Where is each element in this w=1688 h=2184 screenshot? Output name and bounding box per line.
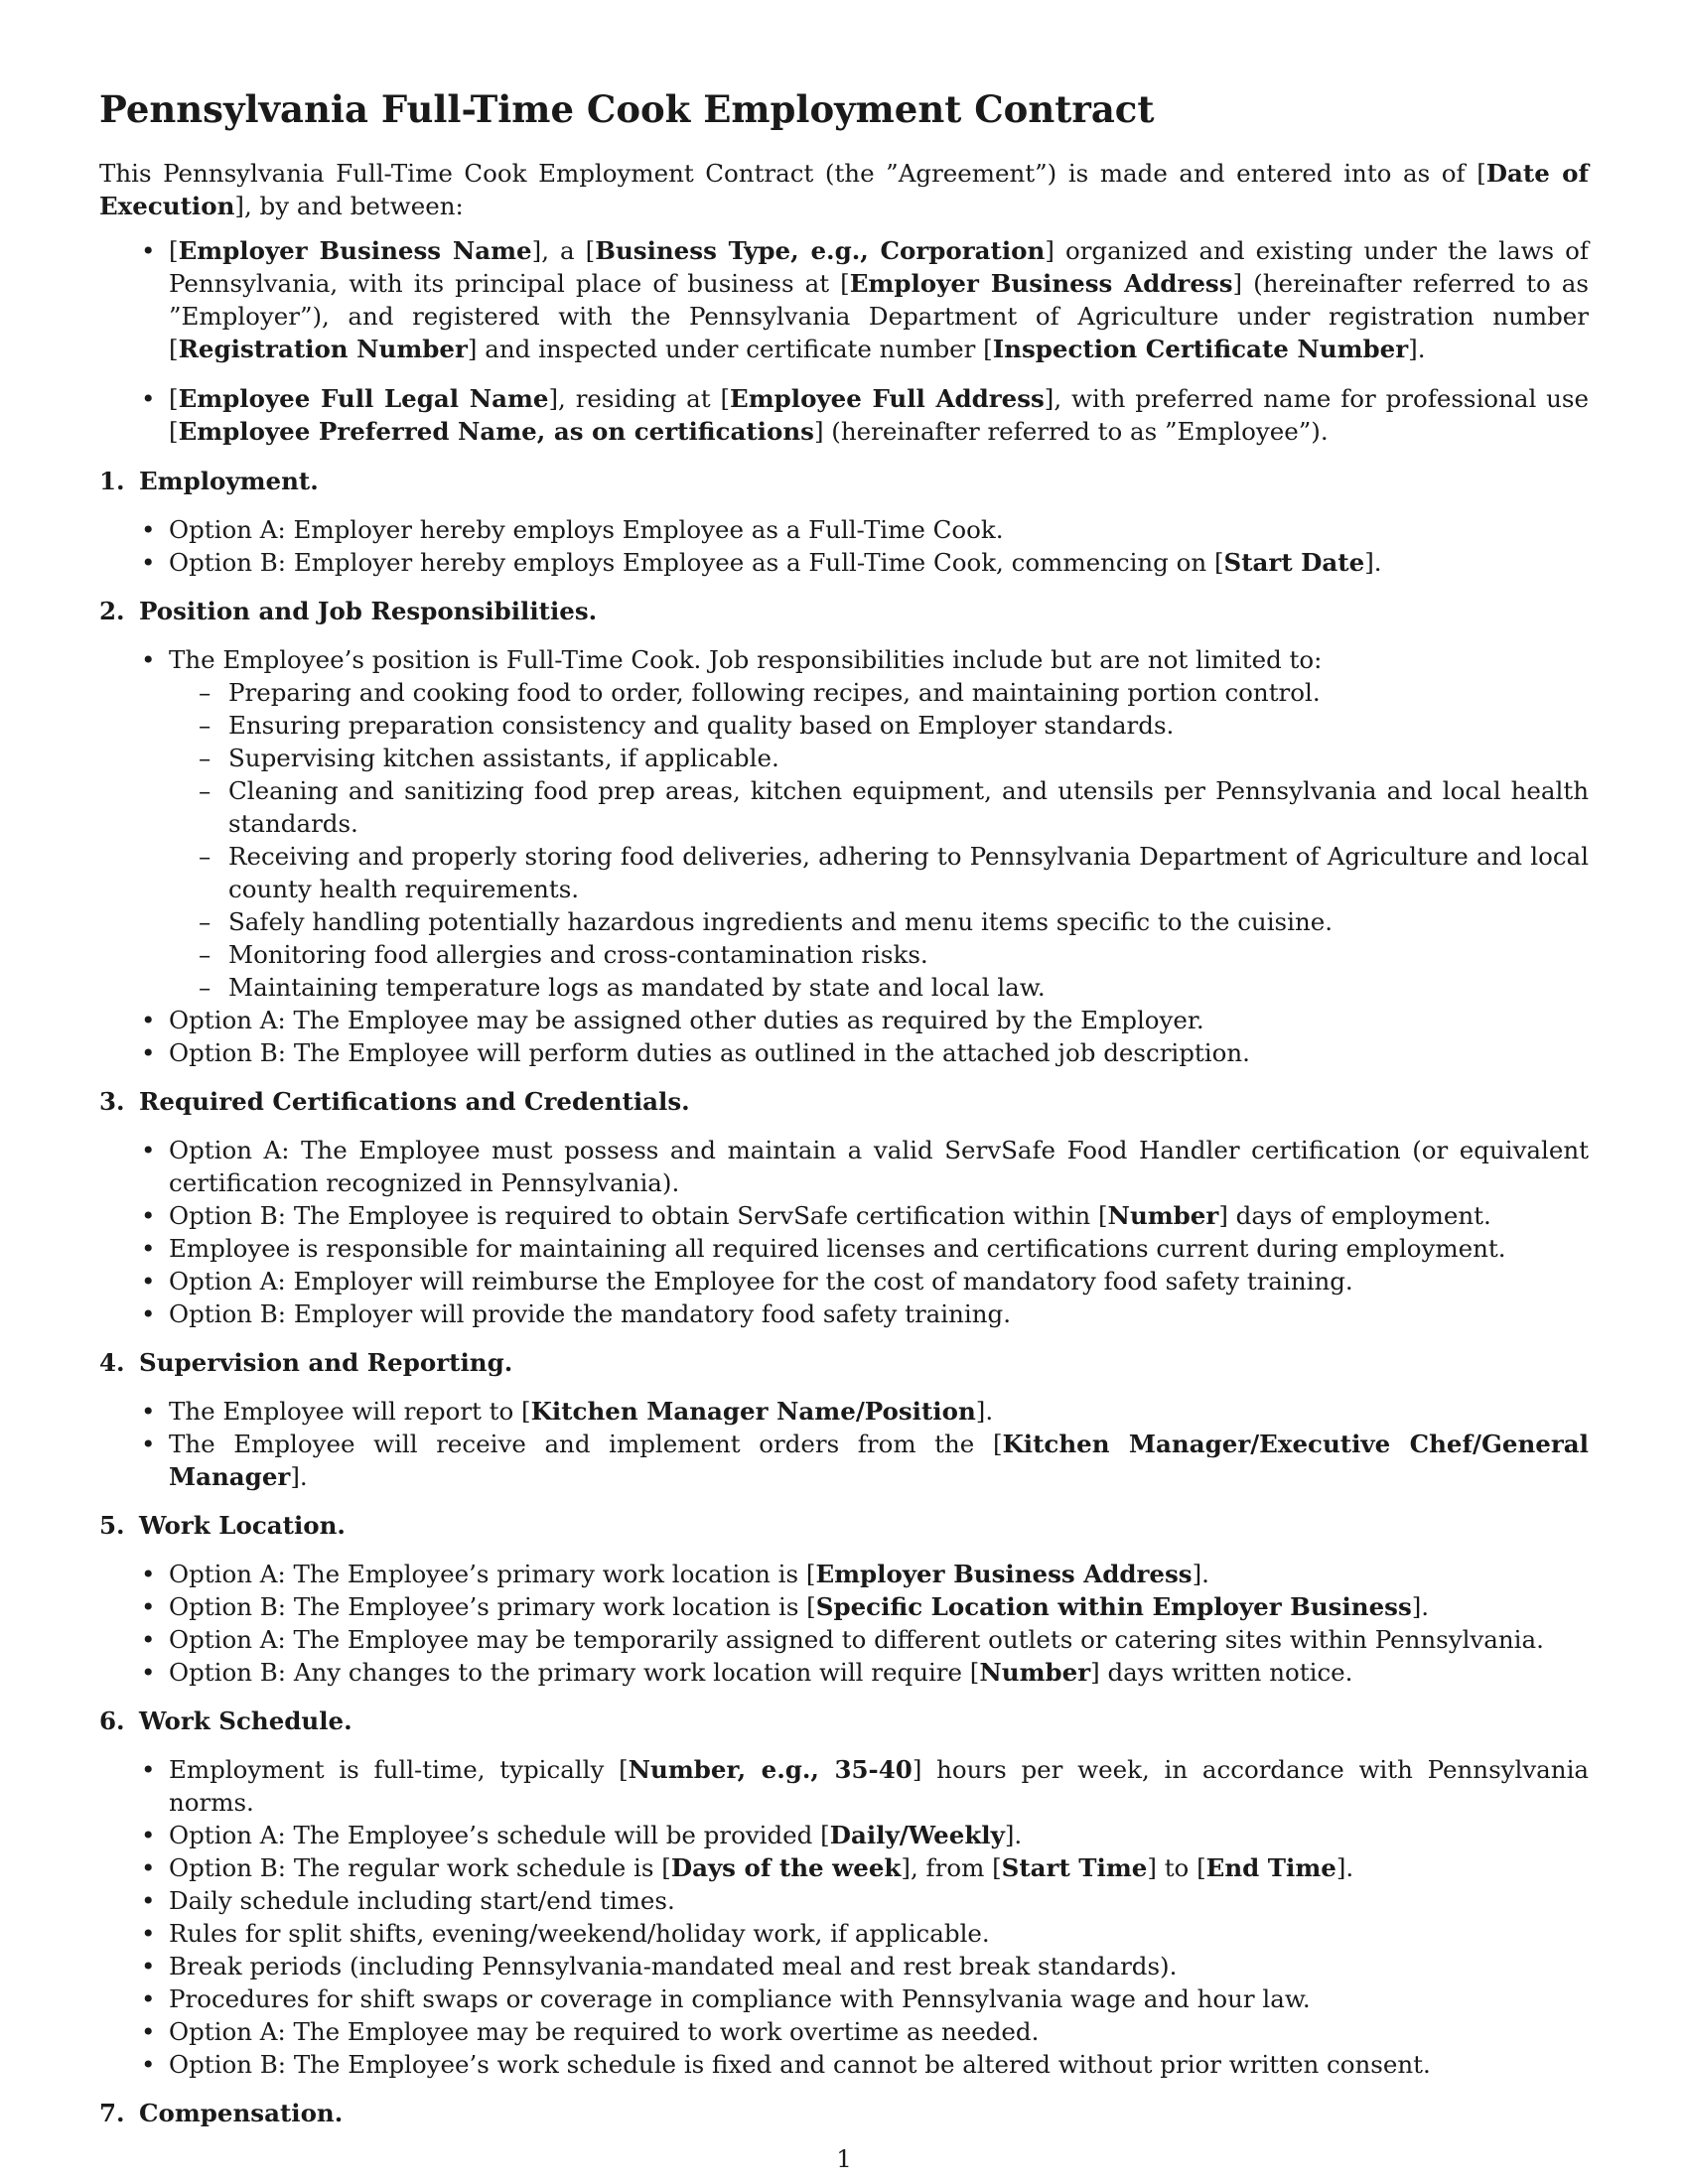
intro-paragraph: This Pennsylvania Full-Time Cook Employment Contract (the ”Agreement”) is made and entered into as of [Date of Execution], by and between: xyxy=(99,159,1589,220)
list-item: • Option B: The Employee’s work schedule is fixed and cannot be altered without prior written consent. xyxy=(99,2048,1589,2081)
placeholder-specific-location: Specific Location within Employer Business xyxy=(815,1592,1412,1621)
list-item: • Option A: The Employee must possess and maintain a valid ServSafe Food Handler certification (or equivalent certification recognized in Pennsylvania). xyxy=(99,1134,1589,1199)
section-heading: 7. Compensation. xyxy=(99,2099,344,2127)
sub-list-item: – Supervising kitchen assistants, if applicable. xyxy=(169,742,1589,774)
section-list xyxy=(99,643,1589,1069)
placeholder-inspection-certificate-number: Inspection Certificate Number xyxy=(992,335,1409,363)
placeholder-days-of-week: Days of the week xyxy=(670,1853,902,1882)
placeholder-employer-business-address: Employer Business Address xyxy=(815,1560,1193,1588)
responsibilities-sublist xyxy=(169,676,1589,1004)
section-list xyxy=(99,1134,1589,1330)
placeholder-registration-number: Registration Number xyxy=(178,335,468,363)
placeholder-hours-per-week: Number, e.g., 35-40 xyxy=(628,1755,913,1784)
list-item: • Option B: Employer hereby employs Employee as a Full-Time Cook, commencing on [Start Date]. xyxy=(99,546,1589,579)
section-list xyxy=(99,1558,1589,1689)
list-item: • Option A: Employer will reimburse the Employee for the cost of mandatory food safety training. xyxy=(99,1265,1589,1297)
placeholder-start-time: Start Time xyxy=(1001,1853,1148,1882)
placeholder-employer-business-name: Employer Business Name xyxy=(178,236,532,265)
list-item: • Option A: The Employee’s schedule will be provided [Daily/Weekly]. xyxy=(99,1819,1589,1851)
sub-list-item: – Preparing and cooking food to order, following recipes, and maintaining portion control. xyxy=(169,676,1589,709)
list-item: • The Employee’s position is Full-Time Cook. Job responsibilities include but are not limited to: – Preparing and cooking food to order, following recipes, and maintaining portion control. – Ensuring preparation consistency and quality based on Employer standards. – Supervising kitchen assistants, if applicable. – Cleaning and sanitizing food prep areas, kitchen equipment, and utensils per Pennsylvania and local health standards. – Receiving and properly storing food deliveries, adhering to Pennsylvania Department of Agriculture and local county health requirements. – Safely handling potentially hazardous ingredients and menu items specific to the cuisine. – Monitoring food allergies and cross-contamination risks. – Maintaining temperature logs as mandated by state and local law. xyxy=(99,643,1589,1004)
list-item: • The Employee will receive and implement orders from the [Kitchen Manager/Executive Chef/General Manager]. xyxy=(99,1428,1589,1493)
section-certifications xyxy=(99,1085,1589,1330)
placeholder-number: Number xyxy=(1107,1201,1219,1230)
list-item: • Option A: The Employee may be assigned other duties as required by the Employer. xyxy=(99,1004,1589,1036)
placeholder-employee-full-legal-name: Employee Full Legal Name xyxy=(178,384,549,413)
party-employer: • [Employer Business Name], a [Business Type, e.g., Corporation] organized and existing under the laws of Pennsylvania, with its principal place of business at [Employer Business Address] (hereinafter referred to as ”Employer”), and registered with the Pennsylvania Department of Agriculture under registration number [Registration Number] and inspected under certificate number [Inspection Certificate Number]. xyxy=(99,234,1589,365)
section-work-location xyxy=(99,1509,1589,1689)
sub-list-item: – Cleaning and sanitizing food prep areas, kitchen equipment, and utensils per Pennsylvania and local health standards. xyxy=(169,774,1589,840)
placeholder-employee-preferred-name: Employee Preferred Name, as on certifications xyxy=(178,417,814,446)
section-heading: 5. Work Location. xyxy=(99,1511,346,1540)
sub-list-item: – Maintaining temperature logs as mandated by state and local law. xyxy=(169,971,1589,1004)
parties-list xyxy=(99,234,1589,448)
list-item: • Option B: Employer will provide the mandatory food safety training. xyxy=(99,1297,1589,1330)
placeholder-orders-from: Kitchen Manager/Executive Chef/General Manager xyxy=(169,1430,1589,1491)
list-item: • The Employee will report to [Kitchen Manager Name/Position]. xyxy=(99,1395,1589,1428)
document-title: Pennsylvania Full-Time Cook Employment Contract xyxy=(99,87,1155,131)
section-position-responsibilities xyxy=(99,595,1589,1069)
list-item: • Option A: Employer hereby employs Employee as a Full-Time Cook. xyxy=(99,513,1589,546)
list-item: • Daily schedule including start/end times. xyxy=(99,1884,1589,1917)
party-employee: • [Employee Full Legal Name], residing at [Employee Full Address], with preferred name for professional use [Employee Preferred Name, as on certifications] (hereinafter referred to as ”Employee”). xyxy=(99,382,1589,448)
placeholder-date-of-execution: Date of Execution xyxy=(99,159,1589,220)
sub-list-item: – Ensuring preparation consistency and quality based on Employer standards. xyxy=(169,709,1589,742)
list-item: • Option B: Any changes to the primary work location will require [Number] days written notice. xyxy=(99,1656,1589,1689)
placeholder-daily-weekly: Daily/Weekly xyxy=(829,1821,1005,1849)
contract-document xyxy=(99,85,1589,2145)
list-item: • Employee is responsible for maintaining all required licenses and certifications current during employment. xyxy=(99,1232,1589,1265)
placeholder-employee-full-address: Employee Full Address xyxy=(730,384,1045,413)
section-heading: 1. Employment. xyxy=(99,467,319,495)
section-work-schedule xyxy=(99,1705,1589,2081)
placeholder-employer-business-address: Employer Business Address xyxy=(849,269,1233,298)
section-employment xyxy=(99,465,1589,579)
section-heading: 3. Required Certifications and Credentials. xyxy=(99,1087,690,1116)
list-item: • Option A: The Employee may be temporarily assigned to different outlets or catering sites within Pennsylvania. xyxy=(99,1623,1589,1656)
section-heading: 2. Position and Job Responsibilities. xyxy=(99,597,598,625)
section-list xyxy=(99,1753,1589,2081)
list-item: • Break periods (including Pennsylvania-mandated meal and rest break standards). xyxy=(99,1950,1589,1982)
section-compensation xyxy=(99,2097,1589,2129)
placeholder-business-type: Business Type, e.g., Corporation xyxy=(595,236,1046,265)
list-item: • Employment is full-time, typically [Number, e.g., 35-40] hours per week, in accordance with Pennsylvania norms. xyxy=(99,1753,1589,1819)
list-item: • Option A: The Employee may be required to work overtime as needed. xyxy=(99,2015,1589,2048)
section-supervision xyxy=(99,1346,1589,1493)
list-item: • Rules for split shifts, evening/weekend/holiday work, if applicable. xyxy=(99,1917,1589,1950)
section-heading: 6. Work Schedule. xyxy=(99,1706,352,1735)
section-list xyxy=(99,513,1589,579)
list-item: • Option B: The Employee is required to obtain ServSafe certification within [Number] days of employment. xyxy=(99,1199,1589,1232)
placeholder-kitchen-manager: Kitchen Manager Name/Position xyxy=(530,1397,976,1426)
sub-list-item: – Safely handling potentially hazardous ingredients and menu items specific to the cuisine. xyxy=(169,905,1589,938)
list-item: • Option B: The Employee’s primary work location is [Specific Location within Employer Business]. xyxy=(99,1590,1589,1623)
list-item: • Option B: The regular work schedule is [Days of the week], from [Start Time] to [End Time]. xyxy=(99,1851,1589,1884)
list-item: • Procedures for shift swaps or coverage in compliance with Pennsylvania wage and hour law. xyxy=(99,1982,1589,2015)
sub-list-item: – Receiving and properly storing food deliveries, adhering to Pennsylvania Department of Agriculture and local county health requirements. xyxy=(169,840,1589,905)
list-item: • Option B: The Employee will perform duties as outlined in the attached job description. xyxy=(99,1036,1589,1069)
page-number: 1 xyxy=(836,2144,852,2173)
sub-list-item: – Monitoring food allergies and cross-contamination risks. xyxy=(169,938,1589,971)
placeholder-number: Number xyxy=(979,1658,1091,1687)
placeholder-start-date: Start Date xyxy=(1223,548,1365,577)
list-item: • Option A: The Employee’s primary work location is [Employer Business Address]. xyxy=(99,1558,1589,1590)
placeholder-end-time: End Time xyxy=(1205,1853,1336,1882)
section-list xyxy=(99,1395,1589,1493)
section-heading: 4. Supervision and Reporting. xyxy=(99,1348,513,1377)
